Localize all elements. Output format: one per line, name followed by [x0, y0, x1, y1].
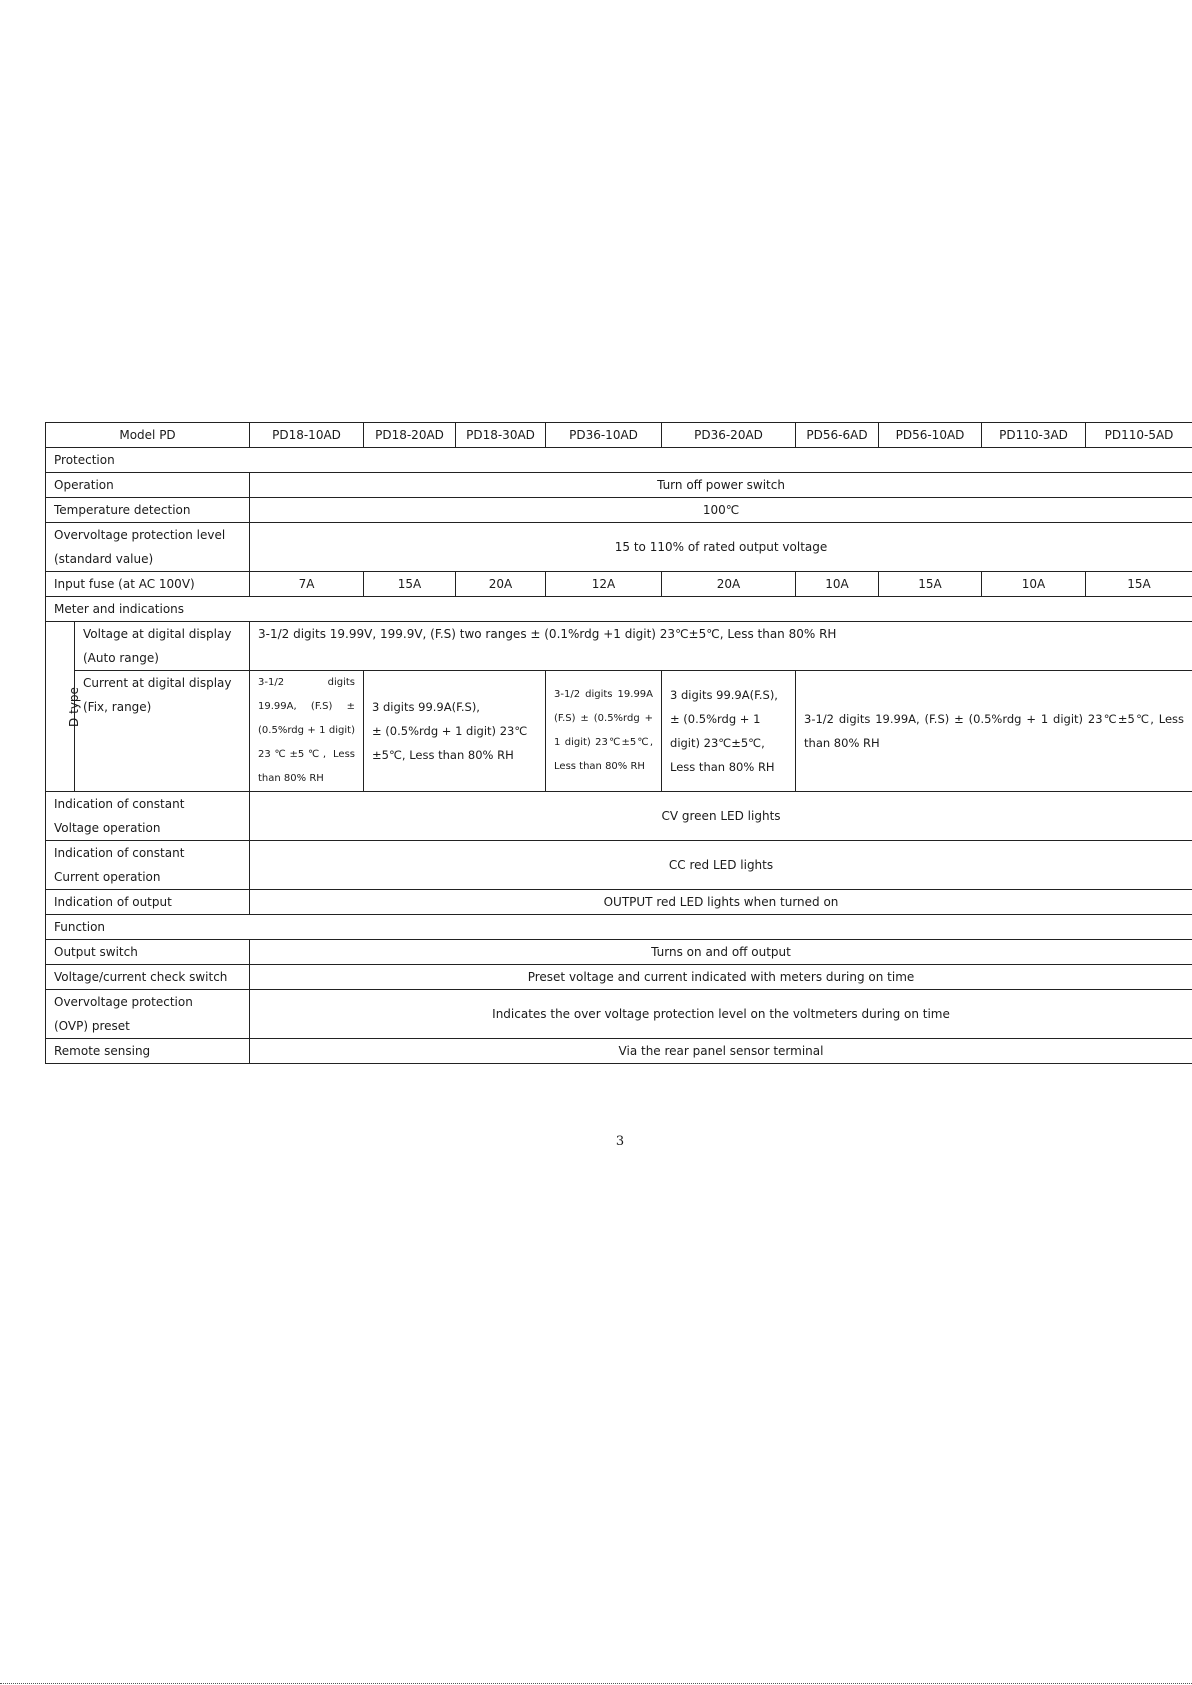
- fuse-value: 15A: [879, 572, 982, 597]
- fuse-value: 10A: [796, 572, 879, 597]
- current-value-pd18-20-30: 3 digits 99.9A(F.S), ± (0.5%rdg + 1 digit) 23℃±5℃, Less than 80% RH: [364, 671, 546, 792]
- header-row: [46, 423, 1192, 448]
- spec-table-container: [45, 422, 1192, 1064]
- row-label-ovp-level: Overvoltage protection level (standard value): [46, 523, 250, 572]
- current-value-pd36-10: 3-1/2 digits 19.99A (F.S) ± (0.5%rdg + 1 digit) 23℃±5℃, Less than 80% RH: [546, 671, 662, 792]
- row-value-ovp-level: 15 to 110% of rated output voltage: [250, 523, 1192, 572]
- row-value-ovp-preset: Indicates the over voltage protection level on the voltmeters during on time: [250, 990, 1192, 1039]
- fuse-value: 15A: [1086, 572, 1192, 597]
- model-header: PD56-10AD: [879, 423, 982, 448]
- row-value-remote-sensing: Via the rear panel sensor terminal: [250, 1039, 1192, 1064]
- row-label-current-display: Current at digital display (Fix, range): [75, 671, 250, 792]
- row-label-cc-indication: Indication of constant Current operation: [46, 841, 250, 890]
- fuse-value: 7A: [250, 572, 364, 597]
- d-type-label: [46, 622, 81, 792]
- row-value-cc-indication: CC red LED lights: [250, 841, 1192, 890]
- row-value-operation: Turn off power switch: [250, 473, 1192, 498]
- model-header: PD36-20AD: [662, 423, 796, 448]
- row-label-ovp-preset: Overvoltage protection (OVP) preset: [46, 990, 250, 1039]
- row-value-output-indication: OUTPUT red LED lights when turned on: [250, 890, 1192, 915]
- model-header-label: Model PD: [46, 423, 250, 448]
- row-label-output-switch: Output switch: [46, 940, 250, 965]
- model-header: PD18-20AD: [364, 423, 456, 448]
- model-header: PD110-5AD: [1086, 423, 1192, 448]
- row-label-operation: Operation: [46, 473, 250, 498]
- row-label-output-indication: Indication of output: [46, 890, 250, 915]
- fuse-value: 20A: [456, 572, 546, 597]
- section-meter: Meter and indications: [46, 597, 1192, 622]
- page-bottom-rule: [0, 1683, 1192, 1684]
- model-header: PD36-10AD: [546, 423, 662, 448]
- fuse-value: 15A: [364, 572, 456, 597]
- spec-table: [45, 422, 1192, 1064]
- row-label-temperature: Temperature detection: [46, 498, 250, 523]
- fuse-value: 10A: [982, 572, 1086, 597]
- row-value-output-switch: Turns on and off output: [250, 940, 1192, 965]
- current-value-pd18-10: 3-1/2 digits 19.99A, (F.S) ± (0.5%rdg + 1 digit) 23℃±5℃, Less than 80% RH: [250, 671, 364, 792]
- page-number: 3: [615, 1134, 625, 1149]
- section-function: Function: [46, 915, 1192, 940]
- row-label-remote-sensing: Remote sensing: [46, 1039, 250, 1064]
- current-value-pd36-20: 3 digits 99.9A(F.S), ± (0.5%rdg + 1 digit) 23℃±5℃, Less than 80% RH: [662, 671, 796, 792]
- model-header: PD56-6AD: [796, 423, 879, 448]
- row-label-voltage-display: Voltage at digital display (Auto range): [75, 622, 250, 671]
- fuse-value: 20A: [662, 572, 796, 597]
- row-value-check-switch: Preset voltage and current indicated with meters during on time: [250, 965, 1192, 990]
- row-label-input-fuse: Input fuse (at AC 100V): [46, 572, 250, 597]
- d-type-text: D type: [66, 686, 81, 727]
- model-header: PD18-10AD: [250, 423, 364, 448]
- row-value-voltage-display: 3-1/2 digits 19.99V, 199.9V, (F.S) two ranges ± (0.1%rdg +1 digit) 23℃±5℃, Less than 80% RH: [250, 622, 1192, 671]
- model-header: PD110-3AD: [982, 423, 1086, 448]
- row-label-cv-indication: Indication of constant Voltage operation: [46, 792, 250, 841]
- row-label-check-switch: Voltage/current check switch: [46, 965, 250, 990]
- row-value-cv-indication: CV green LED lights: [250, 792, 1192, 841]
- row-value-temperature: 100℃: [250, 498, 1192, 523]
- fuse-value: 12A: [546, 572, 662, 597]
- current-value-pd56-pd110: 3-1/2 digits 19.99A, (F.S) ± (0.5%rdg + 1 digit) 23℃±5℃, Less than 80% RH: [796, 671, 1192, 792]
- model-header: PD18-30AD: [456, 423, 546, 448]
- section-protection: Protection: [46, 448, 1192, 473]
